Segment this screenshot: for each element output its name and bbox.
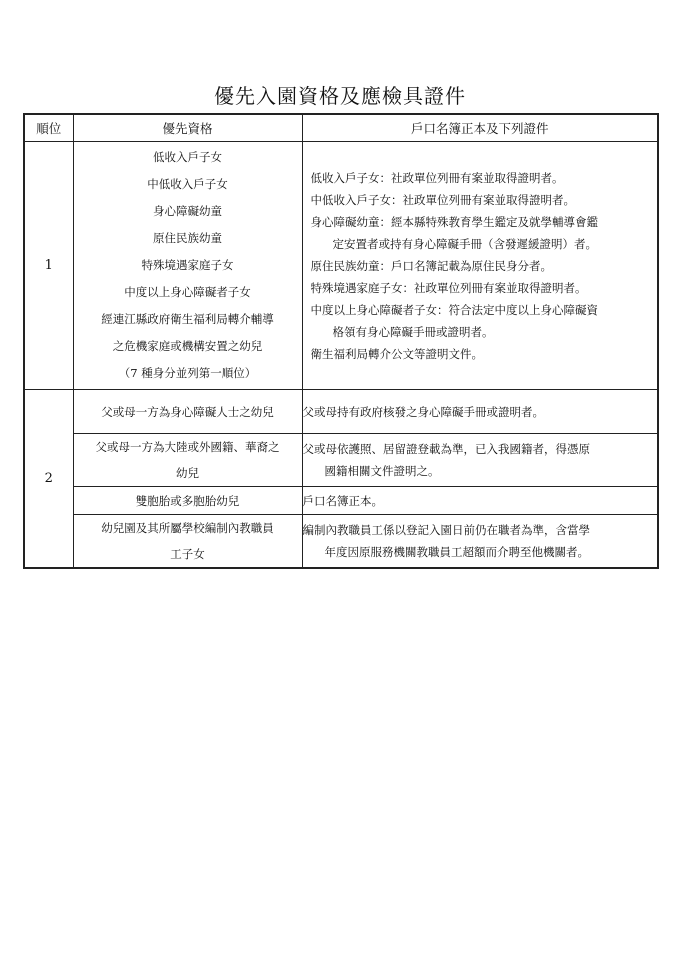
rank-1-documents [302, 142, 658, 390]
doc-entry: 身心障礙幼童：經本縣特殊教育學生鑑定及就學輔導會鑑 定安置者或持有身心障礙手冊（含發遲緩證明）者。 [310, 214, 598, 251]
rank-1-qualifications [73, 142, 302, 390]
qual-line: 特殊境遇家庭子女 [141, 258, 234, 272]
table-row-rank-1 [24, 142, 658, 390]
qual-line: （7 種身分並列第一順位） [118, 366, 257, 380]
header-qualification: 優先資格 [73, 114, 302, 142]
table-header-row [24, 114, 658, 142]
header-rank: 順位 [24, 114, 73, 142]
rank-2-doc: 父或母持有政府核發之身心障礙手冊或證明者。 [302, 390, 658, 434]
qual-line: 中低收入戶子女 [147, 177, 228, 191]
doc-entry: 低收入戶子女：社政單位列冊有案並取得證明者。 [310, 170, 564, 185]
rank-2-doc: 編制內教職員工係以登記入園日前仍在職者為準，含當學 年度因原服務機關教職員工超額而介聘至他機關者。 [302, 515, 658, 569]
qual-line: 經連江縣政府衛生福利局轉介輔導 [101, 312, 274, 326]
doc-entry: 特殊境遇家庭子女：社政單位列冊有案並取得證明者。 [310, 280, 587, 295]
rank-2-qual: 雙胞胎或多胞胎幼兒 [73, 487, 302, 515]
rank-2-doc: 戶口名簿正本。 [302, 487, 658, 515]
rank-2-cell: 2 [24, 390, 73, 569]
table-row-rank-2c [24, 487, 658, 515]
doc-entry: 衛生福利局轉介公文等證明文件。 [310, 346, 483, 361]
qual-line: 中度以上身心障礙者子女 [124, 285, 251, 299]
qual-line: 原住民族幼童 [153, 231, 222, 245]
table-row-rank-2d [24, 515, 658, 569]
qual-line: 身心障礙幼童 [153, 204, 222, 218]
doc-entry: 中度以上身心障礙者子女：符合法定中度以上身心障礙資 格領有身心障礙手冊或證明者。 [310, 302, 598, 339]
page-title: 優先入園資格及應檢具證件 [214, 84, 466, 108]
table-row-rank-2a [24, 390, 658, 434]
table-row-rank-2b [24, 434, 658, 487]
qual-line: 之危機家庭或機構安置之幼兒 [112, 339, 263, 353]
rank-2-doc: 父或母依護照、居留證登載為準，已入我國籍者，得憑原 國籍相關文件證明之。 [302, 434, 658, 487]
rank-1-cell: 1 [24, 142, 73, 390]
rank-2-qual: 父或母一方為身心障礙人士之幼兒 [73, 390, 302, 434]
doc-entry: 中低收入戶子女：社政單位列冊有案並取得證明者。 [310, 192, 575, 207]
priority-table [23, 113, 659, 569]
qual-line: 低收入戶子女 [153, 150, 222, 164]
doc-entry: 原住民族幼童：戶口名簿記載為原住民身分者。 [310, 258, 552, 273]
rank-2-qual: 父或母一方為大陸或外國籍、華裔之 幼兒 [73, 434, 302, 487]
header-documents: 戶口名簿正本及下列證件 [302, 114, 658, 142]
rank-2-qual: 幼兒園及其所屬學校編制內教職員 工子女 [73, 515, 302, 569]
